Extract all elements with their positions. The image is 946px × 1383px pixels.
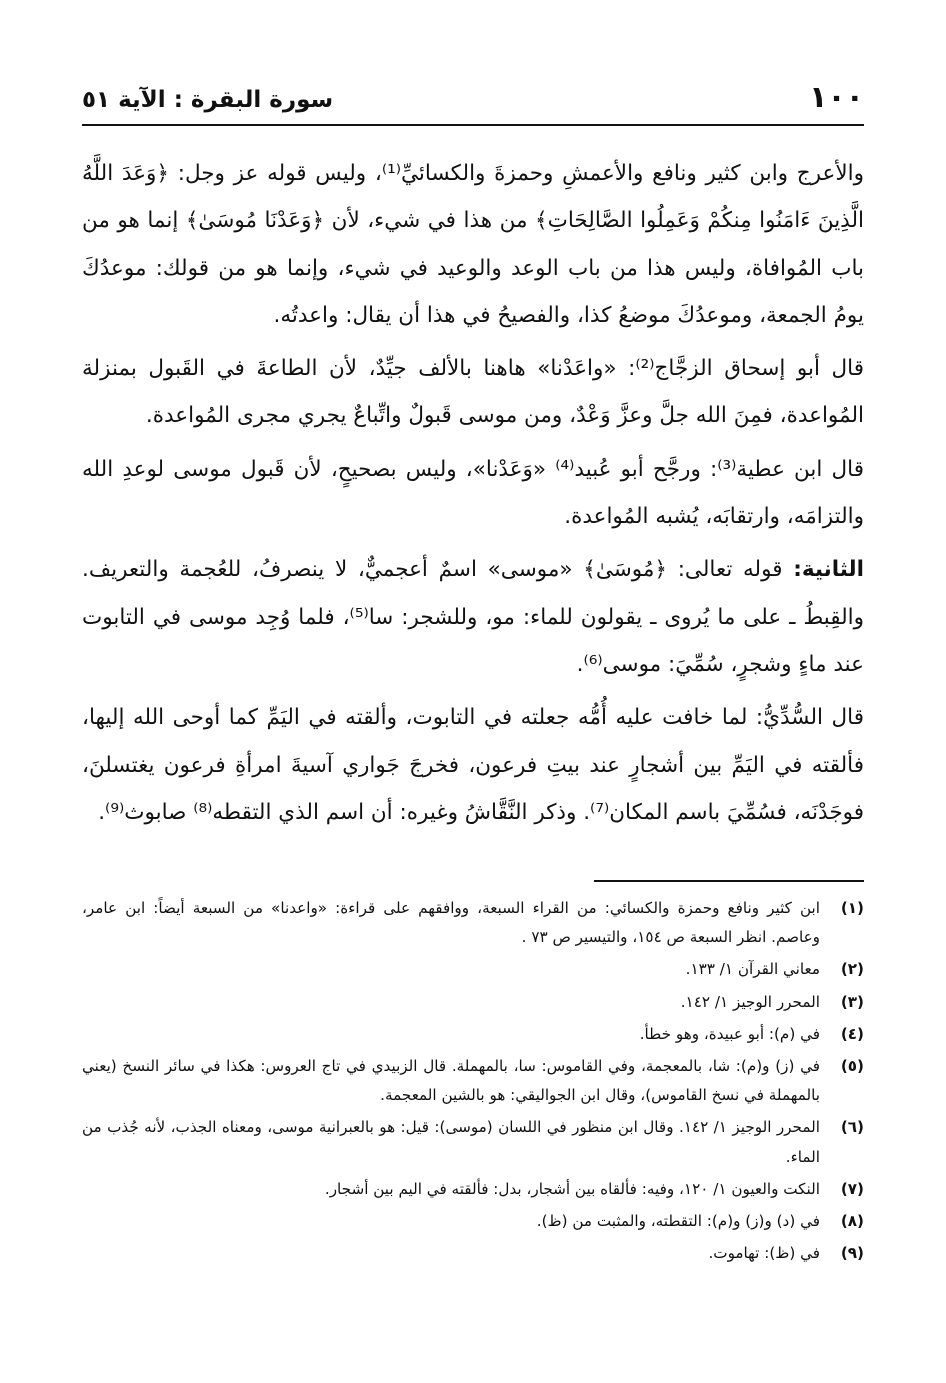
- footnote-number: (٩): [840, 1244, 864, 1263]
- footnote-number: (١): [840, 899, 864, 917]
- footnote-text: النكت والعيون ١/ ١٢٠، وفيه: فألقاه بين أشجار، بدل: فألقته في اليم بين أشجار.: [324, 1179, 820, 1198]
- paragraph: قال أبو إسحاق الزجَّاج⁽²⁾: «واعَدْنا» هاهنا بالألف جيِّدٌ، لأن الطاعةَ في القَبول بمنزلة المُواعدة، فمِنَ الله جلَّ وعزَّ وَعْدٌ، ومن موسى قَبولٌ واتِّباعٌ يجري مجرى المُواعدة.: [82, 356, 864, 429]
- footnote: [82, 955, 864, 984]
- footnote: [82, 1052, 864, 1110]
- paragraph: [82, 546, 864, 688]
- footnote-text: في (ظ): تهاموت.: [708, 1244, 820, 1263]
- footnote-number: (٦): [840, 1118, 864, 1137]
- footnote-number: (٢): [840, 960, 864, 979]
- footnote-text: المحرر الوجيز ١/ ١٤٢.: [680, 992, 820, 1011]
- page-header: [82, 78, 864, 126]
- footnote: [82, 894, 864, 952]
- footnote-text: معاني القرآن ١/ ١٣٣.: [685, 960, 820, 979]
- footnote-number: (٧): [840, 1179, 864, 1198]
- paragraph: قال ابن عطية⁽³⁾: ورجَّح أبو عُبيد⁽⁴⁾ «وَعَدْنا»، وليس بصحيحٍ، لأن قَبول موسى لوعدِ الله والتزامَه، وارتقابَه، يُشبه المُواعدة.: [82, 456, 864, 530]
- footnote: [82, 988, 864, 1017]
- footnotes: [82, 894, 864, 1271]
- main-text: [82, 150, 864, 842]
- footnote: [82, 1020, 864, 1049]
- footnote-number: (٥): [840, 1057, 864, 1076]
- footnote: [82, 1113, 864, 1171]
- section-label: الثانية:: [793, 557, 864, 583]
- footnote-divider: [594, 880, 864, 882]
- footnote: [82, 1239, 864, 1268]
- paragraph: والأعرج وابن كثير ونافع والأعمشِ وحمزةَ والكسائيِّ⁽¹⁾، وليس قوله عز وجل: ﴿وَعَدَ اللَّهُ الَّذِينَ ءَامَنُوا مِنكُمْ وَعَمِلُوا الصَّالِحَاتِ﴾ من هذا في شيء، لأن ﴿وَعَدْنَا مُوسَىٰ﴾ إنما هو من باب المُوافاة، وليس هذا من باب الوعد والوعيد في شيء، وإنما هو من قولك: موعدُكَ يومُ الجمعة، وموعدُكَ موضعُ كذا، والفصيحُ في هذا أن يقال: واعدتُه.: [82, 161, 864, 328]
- footnote-text: ابن كثير ونافع وحمزة والكسائي: من القراء السبعة، ووافقهم على قراءة: «واعدنا» من السبعة أيضاً: ابن عامر، وعاصم. انظر السبعة ص ١٥٤، والتيسير ص ٧٣ .: [82, 899, 820, 947]
- running-title: سورة البقرة : الآية ٥١: [82, 87, 334, 113]
- footnote: [82, 1207, 864, 1236]
- footnote-number: (٤): [840, 1024, 864, 1043]
- page-number: ١٠٠: [809, 80, 864, 115]
- footnote-text: المحرر الوجيز ١/ ١٤٢. وقال ابن منظور في اللسان (موسى): قيل: هو بالعبرانية موسى، ومعناه الجذب، لأنه جُذب من الماء.: [82, 1118, 820, 1166]
- footnote-number: (٣): [840, 992, 864, 1011]
- footnote-number: (٨): [840, 1212, 864, 1231]
- footnote-text: في (ز) و(م): شا، بالمعجمة، وفي القاموس: سا، بالمهملة. قال الزبيدي في تاج العروس: هكذا في سائر النسخ (يعني بالمهملة في نسخ القاموس)، وقال ابن الجواليقي: هو بالشين المعجمة.: [82, 1057, 820, 1105]
- footnote-text: في (م): أبو عبيدة، وهو خطأ.: [639, 1024, 820, 1043]
- paragraph-text: قوله تعالى: ﴿مُوسَىٰ﴾ «موسى» اسمٌ أعجميٌّ، لا ينصرفُ، للعُجمة والتعريف. والقِبطُ ـ على ما يُروى ـ يقولون للماء: مو، وللشجر: سا⁽⁵⁾، فلما وُجِد موسى في التابوت عند ماءٍ وشجرٍ، سُمِّيَ: موسى⁽⁶⁾.: [82, 557, 864, 677]
- footnote: [82, 1175, 864, 1204]
- footnote-text: في (د) و(ز) و(م): التقطته، والمثبت من (ظ).: [536, 1212, 820, 1231]
- paragraph: قال السُّدِّيُّ: لما خافت عليه أُمُّه جعلته في التابوت، وألقته في اليَمِّ كما أوحى الله إليها، فألقته في اليَمِّ بين أشجارٍ عند بيتِ فرعون، فخرجَ جَواري آسيةَ امرأةِ فرعون يغتسلنَ، فوجَدْنَه، فسُمِّيَ باسم المكان⁽⁷⁾. وذكر النَّقَّاشُ وغيره: أن اسم الذي التقطه⁽⁸⁾ صابوث⁽⁹⁾.: [82, 705, 864, 825]
